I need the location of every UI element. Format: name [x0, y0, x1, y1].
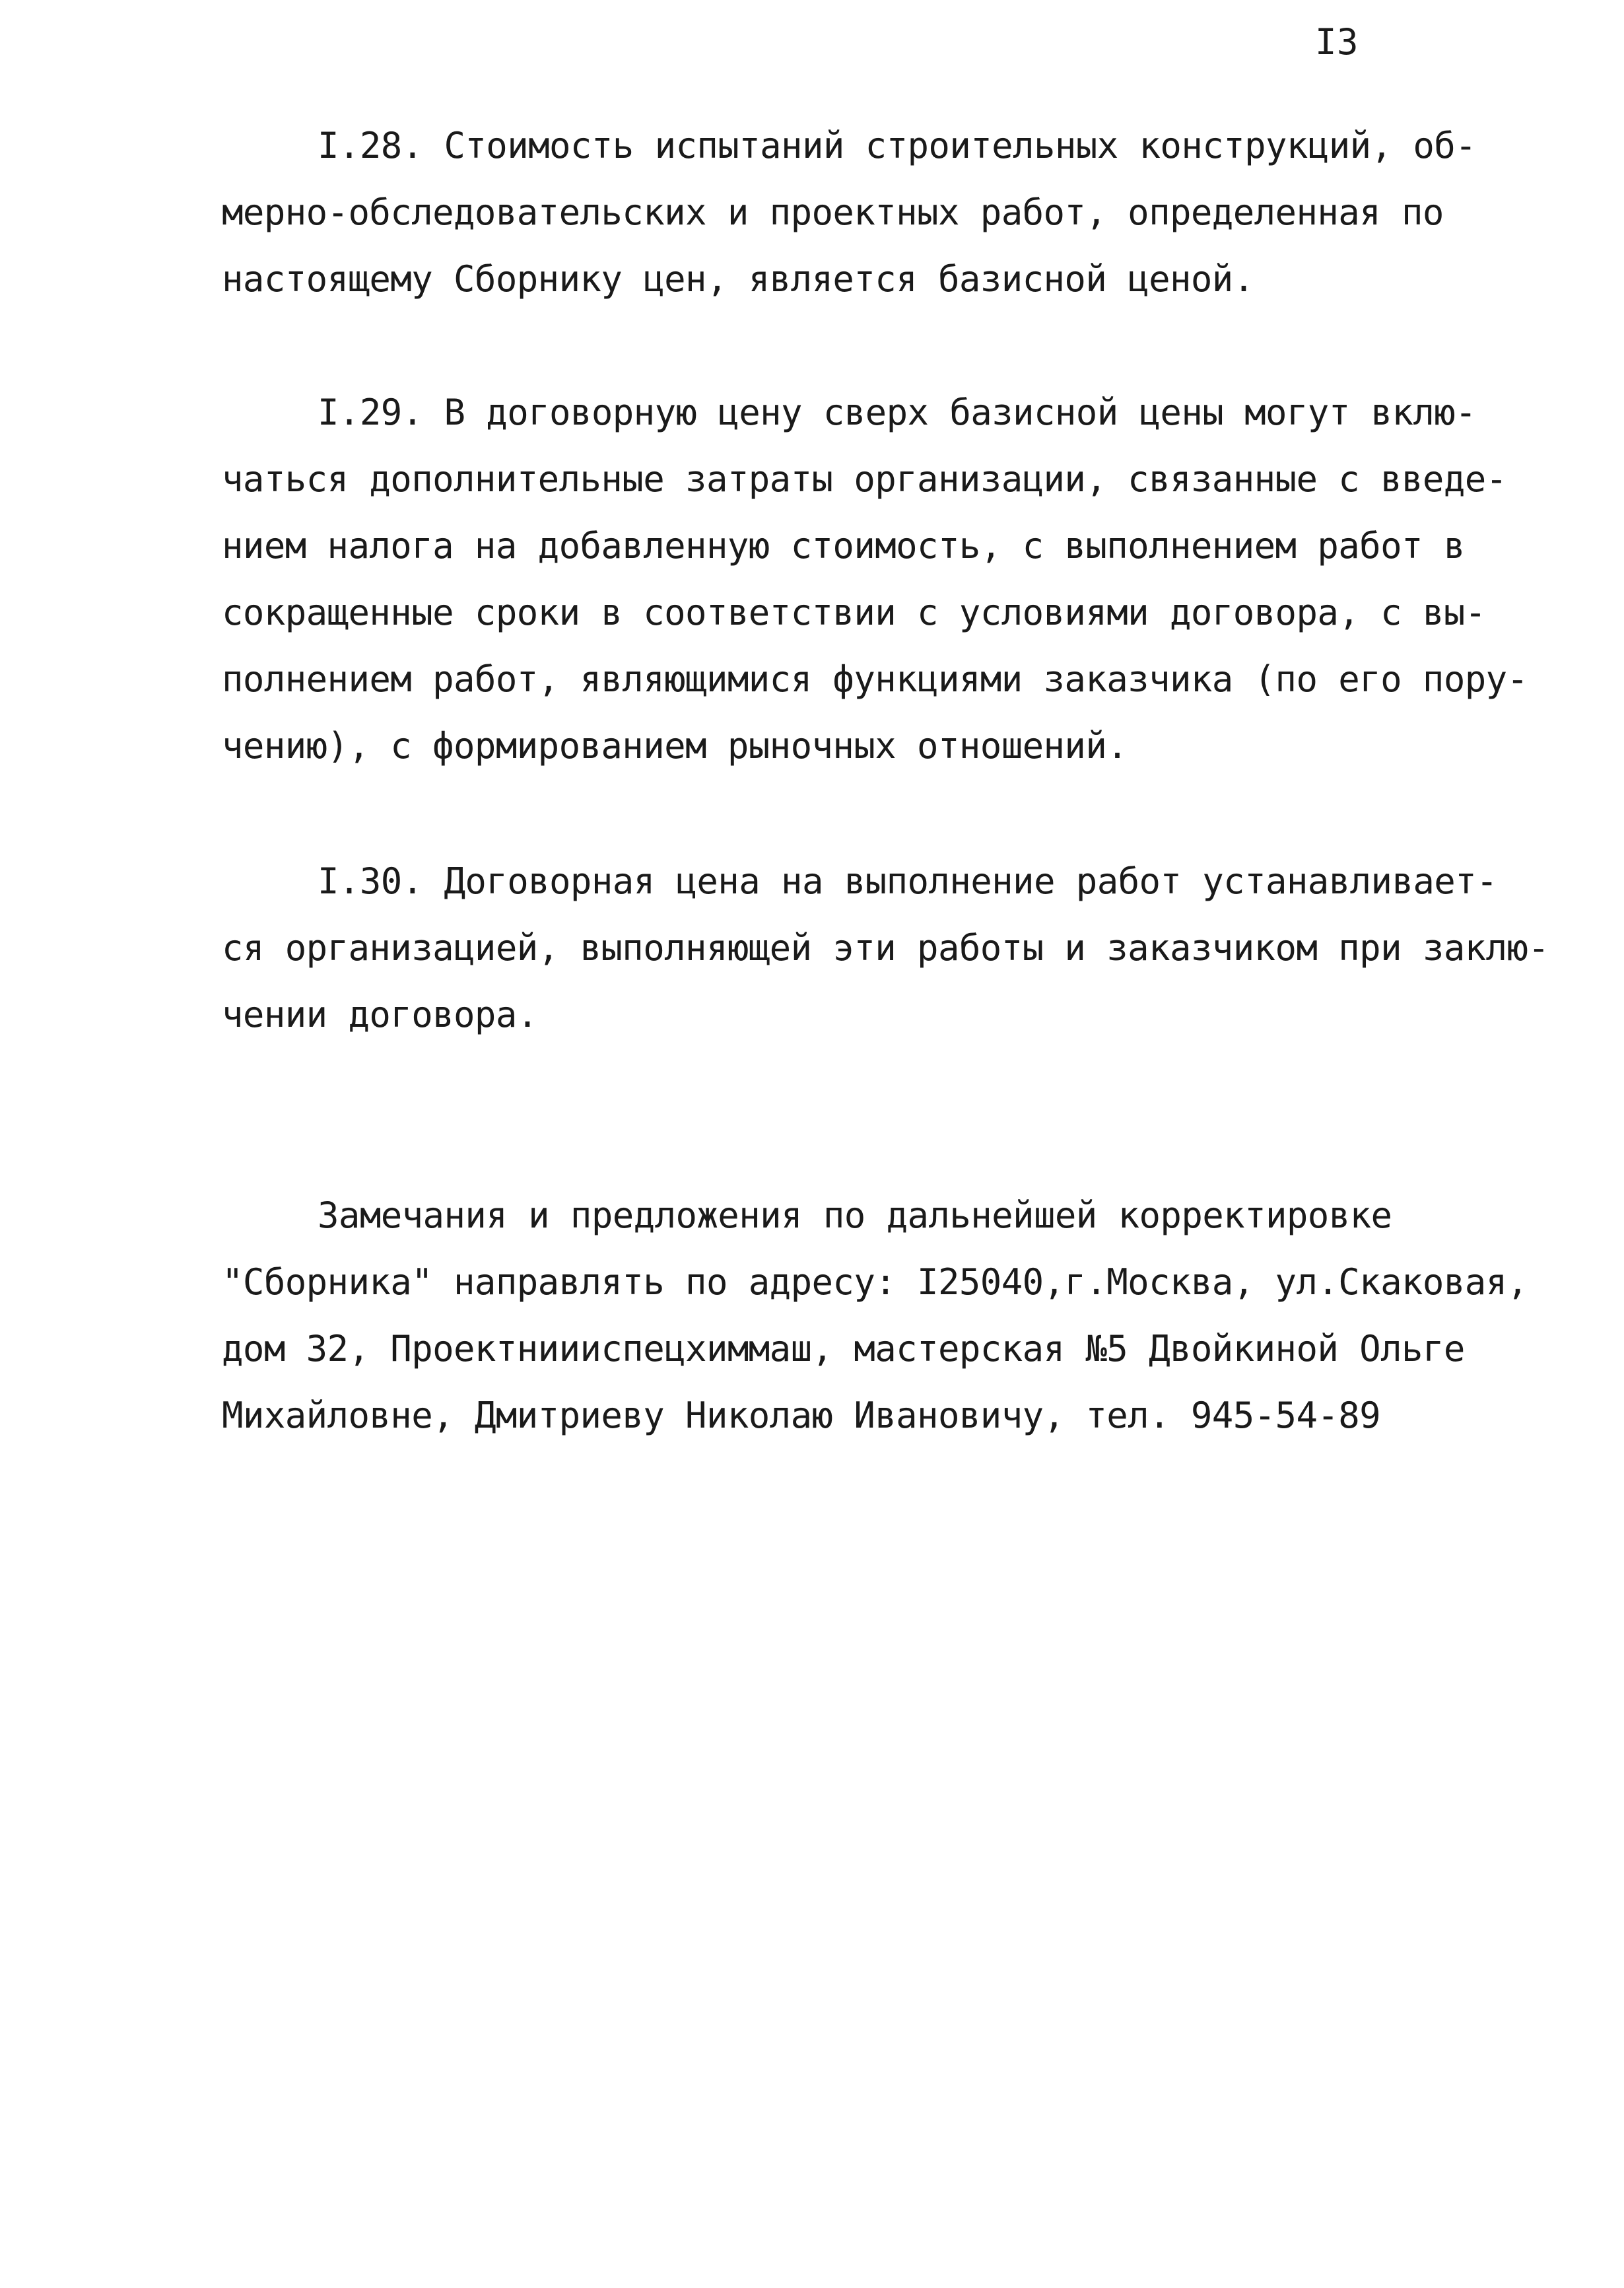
- text-line: мерно-обследовательских и проектных работ, определенная по: [222, 191, 1444, 233]
- text-line: чаться дополнительные затраты организации, связанные с введе-: [222, 458, 1507, 500]
- paragraph-1-30: [222, 848, 1549, 1048]
- text-line: ся организацией, выполняющей эти работы и заказчиком при заклю-: [222, 927, 1549, 969]
- text-line: "Сборника" направлять по адресу: I25040,г.Москва, ул.Скаковая,: [222, 1261, 1528, 1303]
- text-line: чению), с формированием рыночных отношений.: [222, 725, 1128, 767]
- text-line: полнением работ, являющимися функциями заказчика (по его пору-: [222, 658, 1528, 700]
- text-line: Михайловне, Дмитриеву Николаю Ивановичу, тел. 945-54-89: [222, 1395, 1381, 1436]
- paragraph-1-29: [222, 379, 1529, 779]
- page-number: I3: [1315, 21, 1359, 63]
- text-line: I.30. Договорная цена на выполнение работ устанавливает-: [318, 860, 1498, 902]
- text-line: сокращенные сроки в соответствии с условиями договора, с вы-: [222, 592, 1486, 633]
- text-line: нием налога на добавленную стоимость, с выполнением работ в: [222, 525, 1465, 567]
- text-line: чении договора.: [222, 994, 538, 1035]
- text-line: I.29. В договорную цену сверх базисной цены могут вклю-: [318, 392, 1477, 433]
- text-line: настоящему Сборнику цен, является базисной ценой.: [222, 258, 1254, 300]
- paragraph-1-28: [222, 112, 1529, 312]
- text-line: Замечания и предложения по дальнейшей корректировке: [318, 1195, 1392, 1236]
- correspondence-note: [222, 1182, 1529, 1449]
- text-line: дом 32, Проектниииспецхиммаш, мастерская №5 Двойкиной Ольге: [222, 1328, 1465, 1369]
- text-line: I.28. Стоимость испытаний строительных конструкций, об-: [318, 125, 1477, 166]
